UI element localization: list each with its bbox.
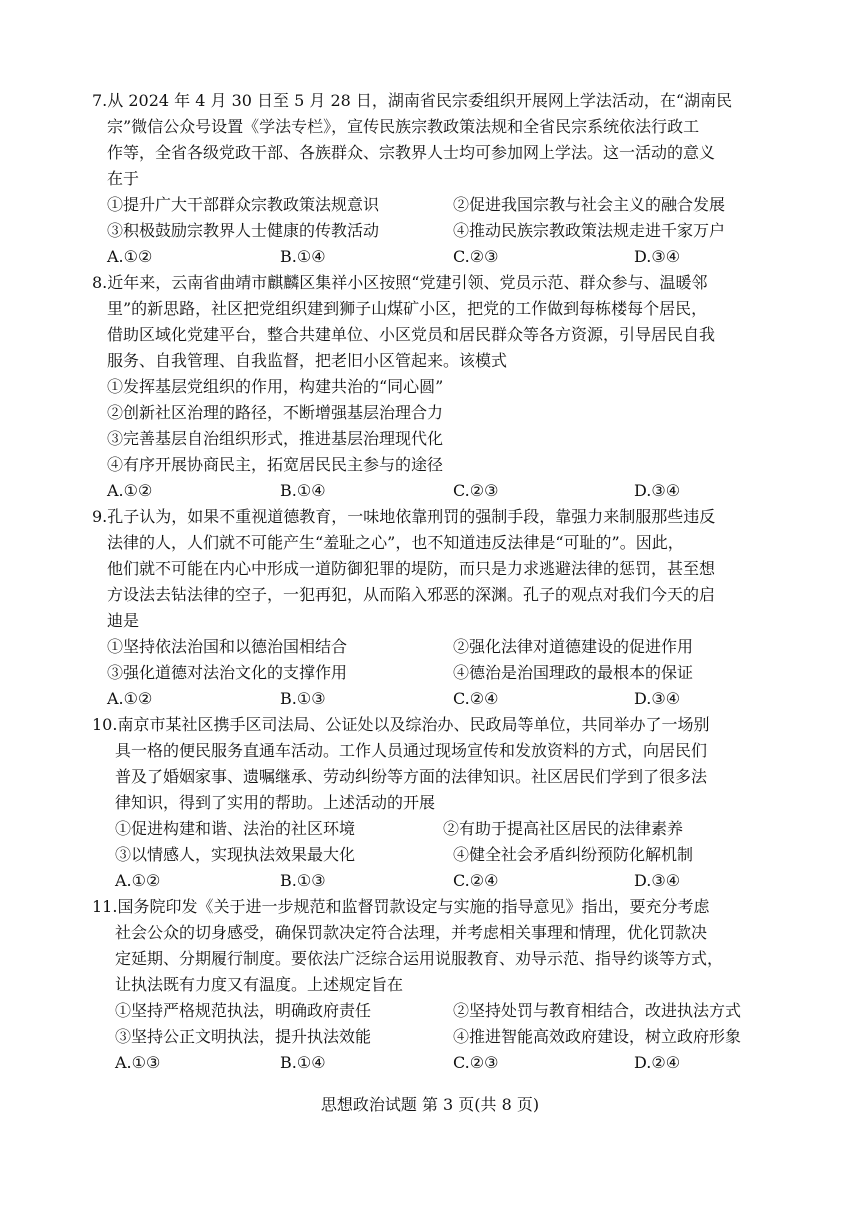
page-footer: 思想政治试题 第 3 页(共 8 页)	[320, 1095, 540, 1114]
question-stem-line: 在于	[107, 169, 140, 188]
question-stem-line: 他们就不可能在内心中形成一道防御犯罪的堤防，而只是力求逃避法律的惩罚，甚至想	[107, 559, 716, 578]
answer-c: C.②④	[453, 689, 499, 708]
option-2: ②坚持处罚与教育相结合，改进执法方式	[453, 1001, 742, 1020]
answer-d: D.③④	[634, 247, 681, 266]
answer-d: D.③④	[634, 871, 681, 890]
option-3: ③以情感人，实现执法效果最大化	[115, 845, 356, 864]
option-2: ②有助于提高社区居民的法律素养	[443, 819, 684, 838]
answer-b: B.①③	[280, 871, 326, 890]
question-stem-line: 作等，全省各级党政干部、各族群众、宗教界人士均可参加网上学法。这一活动的意义	[107, 143, 716, 162]
question-stem-line: 迪是	[107, 611, 140, 630]
question-stem-line: 让执法既有力度又有温度。上述规定旨在	[115, 975, 404, 994]
option-3: ③完善基层自治组织形式，推进基层治理现代化	[107, 429, 444, 448]
option-1: ①坚持严格规范执法，明确政府责任	[115, 1001, 372, 1020]
answer-d: D.③④	[634, 689, 681, 708]
option-2: ②强化法律对道德建设的促进作用	[453, 637, 694, 656]
answer-c: C.②④	[453, 871, 499, 890]
answer-a: A.①③	[115, 1053, 161, 1072]
question-stem-line: 社会公众的切身感受，确保罚款决定符合法理，并考虑相关事理和情理，优化罚款决	[115, 923, 708, 942]
answer-b: B.①④	[280, 481, 326, 500]
question-stem-line: 10.南京市某社区携手区司法局、公证处以及综治办、民政局等单位，共同举办了一场别	[92, 715, 710, 734]
option-4: ④健全社会矛盾纠纷预防化解机制	[453, 845, 694, 864]
option-1: ①坚持依法治国和以德治国相结合	[107, 637, 348, 656]
answer-b: B.①③	[280, 689, 326, 708]
question-stem-line: 9.孔子认为，如果不重视道德教育，一味地依靠刑罚的强制手段，靠强力来制服那些违反	[92, 507, 716, 526]
option-2: ②创新社区治理的路径，不断增强基层治理合力	[107, 403, 444, 422]
question-stem-line: 定延期、分期履行制度。要依法广泛综合运用说服教育、劝导示范、指导约谈等方式，	[115, 949, 724, 968]
question-stem-line: 11.国务院印发《关于进一步规范和监督罚款设定与实施的指导意见》指出，要充分考虑	[92, 897, 710, 916]
answer-a: A.①②	[107, 247, 153, 266]
answer-b: B.①④	[280, 1053, 326, 1072]
question-stem-line: 服务、自我管理、自我监督，把老旧小区管起来。该模式	[107, 351, 508, 370]
option-3: ③坚持公正文明执法，提升执法效能	[115, 1027, 372, 1046]
question-stem-line: 普及了婚姻家事、遗嘱继承、劳动纠纷等方面的法律知识。社区居民们学到了很多法	[115, 767, 708, 786]
option-2: ②促进我国宗教与社会主义的融合发展	[453, 195, 726, 214]
option-1: ①促进构建和谐、法治的社区环境	[115, 819, 356, 838]
option-1: ①提升广大干部群众宗教政策法规意识	[107, 195, 380, 214]
option-3: ③强化道德对法治文化的支撑作用	[107, 663, 348, 682]
answer-a: A.①②	[107, 689, 153, 708]
answer-c: C.②③	[453, 247, 499, 266]
option-4: ④德治是治国理政的最根本的保证	[453, 663, 694, 682]
answer-c: C.②③	[453, 481, 499, 500]
option-4: ④推动民族宗教政策法规走进千家万户	[453, 221, 726, 240]
question-stem-line: 里”的新思路，社区把党组织建到狮子山煤矿小区，把党的工作做到每栋楼每个居民，	[107, 299, 708, 318]
question-stem-line: 法律的人，人们就不可能产生“羞耻之心”，也不知道违反法律是“可耻的”。因此，	[107, 533, 684, 552]
question-stem-line: 宗”微信公众号设置《学法专栏》，宣传民族宗教政策法规和全省民宗系统依法行政工	[107, 117, 700, 136]
answer-d: D.③④	[634, 481, 681, 500]
answer-b: B.①④	[280, 247, 326, 266]
question-stem-line: 7.从 2024 年 4 月 30 日至 5 月 28 日，湖南省民宗委组织开展网上学法活动，在“湖南民	[92, 91, 733, 110]
answer-a: A.①②	[107, 481, 153, 500]
option-4: ④推进智能高效政府建设，树立政府形象	[453, 1027, 742, 1046]
option-1: ①发挥基层党组织的作用，构建共治的“同心圆”	[107, 377, 444, 396]
question-stem-line: 律知识，得到了实用的帮助。上述活动的开展	[115, 793, 436, 812]
question-stem-line: 具一格的便民服务直通车活动。工作人员通过现场宣传和发放资料的方式，向居民们	[115, 741, 708, 760]
question-stem-line: 借助区域化党建平台，整合共建单位、小区党员和居民群众等各方资源，引导居民自我	[107, 325, 716, 344]
answer-c: C.②③	[453, 1053, 499, 1072]
option-4: ④有序开展协商民主，拓宽居民民主参与的途径	[107, 455, 444, 474]
answer-a: A.①②	[115, 871, 161, 890]
question-stem-line: 方设法去钻法律的空子，一犯再犯，从而陷入邪恶的深渊。孔子的观点对我们今天的启	[107, 585, 716, 604]
option-3: ③积极鼓励宗教界人士健康的传教活动	[107, 221, 380, 240]
question-stem-line: 8.近年来，云南省曲靖市麒麟区集祥小区按照“党建引领、党员示范、群众参与、温暖邻	[92, 273, 708, 292]
answer-d: D.②④	[634, 1053, 681, 1072]
